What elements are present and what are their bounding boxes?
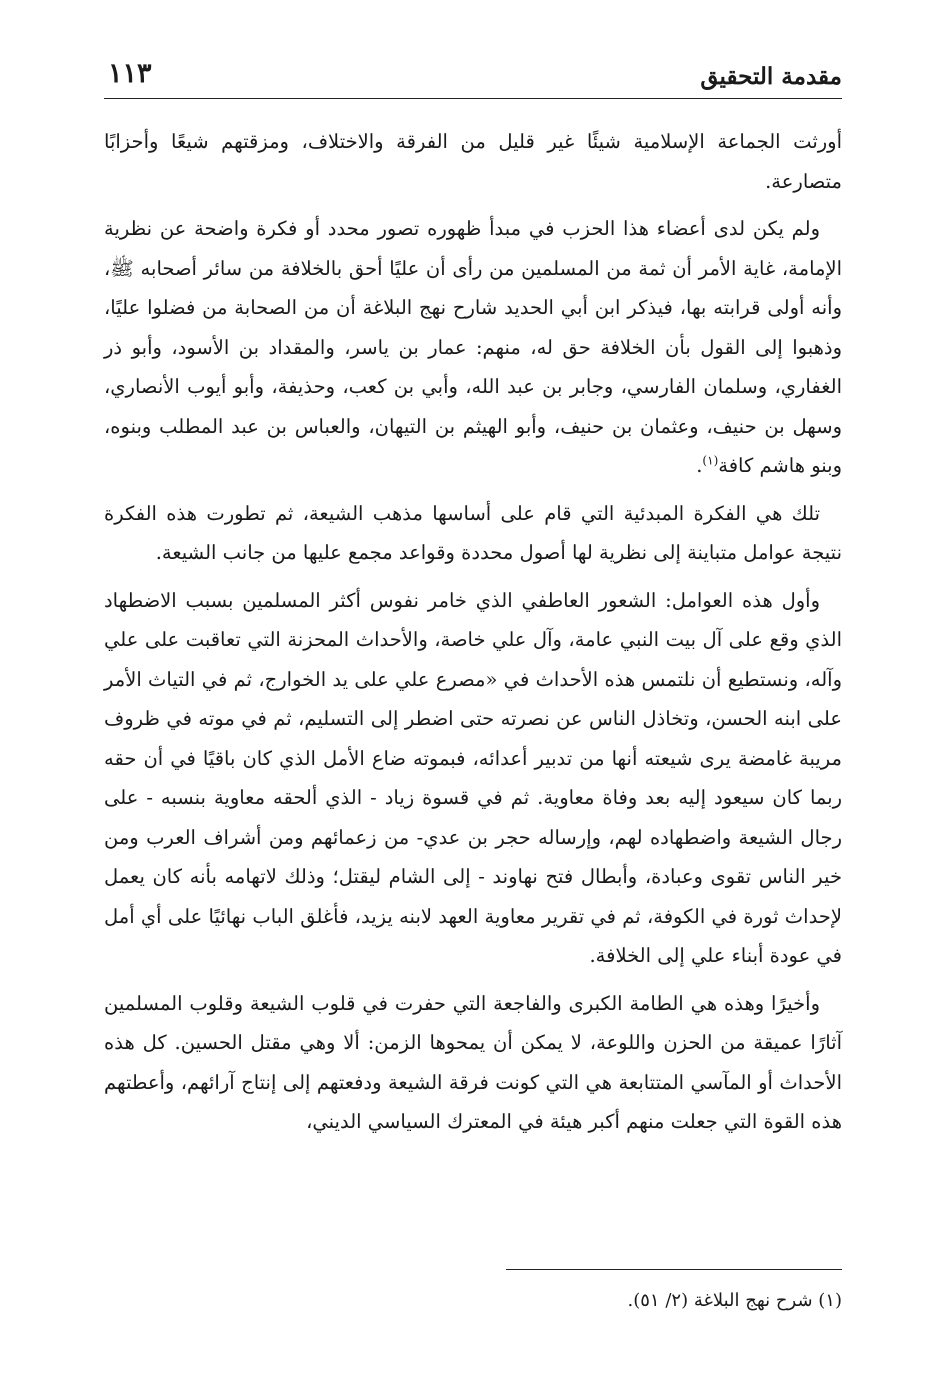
footnote-reference: (١) bbox=[702, 453, 719, 468]
page-number: ١١٣ bbox=[108, 58, 152, 89]
paragraph: تلك هي الفكرة المبدئية التي قام على أساسها مذهب الشيعة، ثم تطورت هذه الفكرة نتيجة عوامل متباينة إلى نظرية لها أصول محددة وقواعد مجمع عليها من جانب الشيعة. bbox=[104, 501, 842, 564]
paragraph: وأخيرًا وهذه هي الطامة الكبرى والفاجعة التي حفرت في قلوب الشيعة وقلوب المسلمين آثارًا عميقة من الحزن واللوعة، لا يمكن أن يمحوها الزمن: ألا وهي مقتل الحسين. كل هذه الأحداث أو المآسي المتتابعة هي التي كونت فرقة الشيعة ودفعتهم إلى إنتاج آرائهم، وأعطتهم هذه القوة التي جعلت منهم أكبر هيئة في المعترك السياسي الديني، bbox=[104, 991, 842, 1133]
paragraph: وأول هذه العوامل: الشعور العاطفي الذي خامر نفوس أكثر المسلمين بسبب الاضطهاد الذي وقع على آل بيت النبي عامة، وآل علي خاصة، والأحداث المحزنة التي تعاقبت على علي وآله، ونستطيع أن نلتمس هذه الأحداث في «مصرع علي على يد الخوارج، ثم في التياث الأمر على ابنه الحسن، وتخاذل الناس عن نصرته حتى اضطر إلى التسليم، ثم في موته في ظروف مريبة غامضة يرى شيعته أنها من تدبير أعدائه، فبموته ضاع الأمل الذي كان باقيًا في أن حقه ربما كان سيعود إليه بعد وفاة معاوية. ثم في قسوة زياد - الذي ألحقه معاوية بنسبه - على رجال الشيعة واضطهاده لهم، وإرساله حجر بن عدي- من زعمائهم ومن أشراف العرب ومن خير الناس تقوى وعبادة، وأبطال فتح نهاوند - إلى الشام ليقتل؛ وذلك لاتهامه بأنه كان يعمل لإحداث ثورة في الكوفة، ثم في تقرير معاوية العهد لابنه يزيد، فأغلق الباب نهائيًا على أي أمل في عودة أبناء علي إلى الخلافة. bbox=[104, 588, 842, 967]
footnote-rule bbox=[506, 1269, 842, 1270]
book-page bbox=[104, 56, 842, 1356]
body-text bbox=[104, 122, 842, 1150]
running-head bbox=[104, 56, 842, 96]
footnote: (١) شرح نهج البلاغة (٢/ ٥١). bbox=[627, 1290, 842, 1311]
paragraph: أورثت الجماعة الإسلامية شيئًا غير قليل من الفرقة والاختلاف، ومزقتهم شيعًا وأحزابًا متصارعة. bbox=[104, 130, 842, 193]
running-head-title: مقدمة التحقيق bbox=[700, 63, 842, 90]
paragraph-text: ولم يكن لدى أعضاء هذا الحزب في مبدأ ظهوره تصور محدد أو فكرة واضحة عن نظرية الإمامة، غاية الأمر أن ثمة من المسلمين من رأى أن عليًا أحق بالخلافة من سائر أصحابه ﷺ، وأنه أولى قرابته بها، فيذكر ابن أبي الحديد شارح نهج البلاغة أن من الصحابة من فضلوا عليًا، وذهبوا إلى القول بأن الخلافة حق له، منهم: عمار بن ياسر، والمقداد بن الأسود، وأبو ذر الغفاري، وسلمان الفارسي، وجابر بن عبد الله، وأبي بن كعب، وحذيفة، وأبو أيوب الأنصاري، وسهل بن حنيف، وعثمان بن حنيف، وأبو الهيثم بن التيهان، والعباس بن عبد المطلب وبنوه، وبنو هاشم كافة bbox=[104, 217, 842, 477]
header-rule bbox=[104, 98, 842, 99]
paragraph: ولم يكن لدى أعضاء هذا الحزب في مبدأ ظهوره تصور محدد أو فكرة واضحة عن نظرية الإمامة، غاية الأمر أن ثمة من المسلمين من رأى أن عليًا أحق بالخلافة من سائر أصحابه ﷺ، وأنه أولى قرابته بها، فيذكر ابن أبي الحديد شارح نهج البلاغة أن من الصحابة من فضلوا عليًا، وذهبوا إلى القول بأن الخلافة حق له، منهم: عمار بن ياسر، والمقداد بن الأسود، وأبو ذر الغفاري، وسلمان الفارسي، وجابر بن عبد الله، وأبي بن كعب، وحذيفة، وأبو أيوب الأنصاري، وسهل بن حنيف، وعثمان بن حنيف، وأبو الهيثم بن التيهان، والعباس بن عبد المطلب وبنوه، وبنو هاشم كافة$^{(١)}$. bbox=[104, 217, 842, 477]
